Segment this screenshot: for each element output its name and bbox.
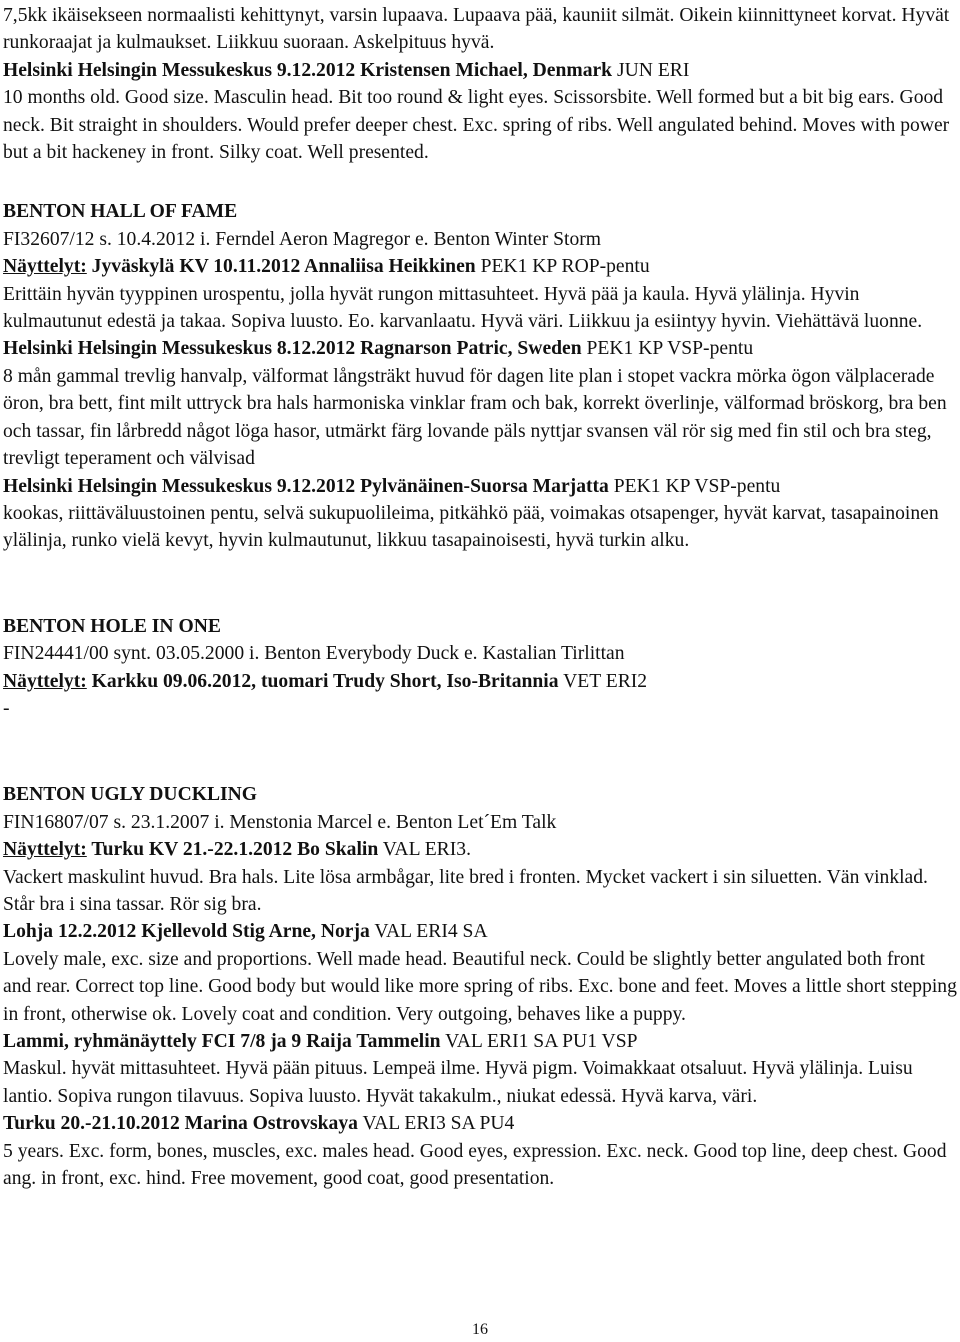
show-result: VAL ERI3 SA PU4 <box>357 1113 515 1135</box>
show-result: VAL ERI1 SA PU1 VSP <box>440 1031 638 1052</box>
show-result: VAL ERI4 SA <box>369 921 488 943</box>
dog-registration: FIN24441/00 synt. 03.05.2000 i. Benton Everybody Duck e. Kastalian Tirlittan <box>3 643 625 665</box>
show-line <box>3 335 957 362</box>
dog-name: BENTON HOLE IN ONE <box>3 615 221 637</box>
show-venue-judge: Jyväskylä KV 10.11.2012 Annaliisa Heikkinen <box>86 256 476 278</box>
spacer <box>3 555 957 613</box>
dog-registration: FI32607/12 s. 10.4.2012 i. Ferndel Aeron Magregor e. Benton Winter Storm <box>3 228 602 250</box>
show-critique: Erittäin hyvän tyyppinen urospentu, jolla hyvät rungon mittasuhteet. Hyvä pää ja kaula. Hyvä ylälinja. Hyvin kulmautunut edestä ja takaa. Sopiva luusto. Eo. karvanlaatu. Hyvä väri. Liikkuu ja esiintyy hyvin. Viehättävä luonne. <box>3 283 923 333</box>
show-line <box>3 253 957 280</box>
show-result: PEK1 KP VSP-pentu <box>581 338 754 360</box>
show-venue-judge: Turku KV 21.-22.1.2012 Bo Skalin <box>86 839 379 861</box>
spacer <box>3 722 957 781</box>
show-line <box>3 918 957 945</box>
show-critique: 5 years. Exc. form, bones, muscles, exc. males head. Good eyes, expression. Exc. neck. Good top line, deep chest. Good ang. in front, exc. hind. Free movement, good coat, good presentation. <box>3 1140 947 1190</box>
spacer <box>3 166 957 198</box>
show-line <box>3 57 957 84</box>
show-result: VET ERI2 <box>558 670 648 692</box>
shows-label: Näyttelyt: <box>3 670 87 692</box>
show-critique: 10 months old. Good size. Masculin head. Bit too round & light eyes. Scissorsbite. Well formed but a bit big ears. Good neck. Bit straight in shoulders. Would prefer deeper chest. Exc. spring of ribs. Well angulated behind. Moves with power but a bit hackeney in front. Silky coat. Well presented. <box>3 87 950 164</box>
show-critique: Maskul. hyvät mittasuhteet. Hyvä pään pituus. Lempeä ilme. Hyvä pigm. Voimakkaat otsaluut. Hyvä ylälinja. Luisu lantio. Sopiva rungon tilavuus. Sopiva luusto. Hyvät takakulm., niukat edessä. Hyvä karva, väri. <box>3 1058 913 1107</box>
show-venue-judge: Lohja 12.2.2012 Kjellevold Stig Arne, Norja <box>3 921 370 943</box>
shows-label: Näyttelyt: <box>3 256 87 278</box>
show-critique: 8 mån gammal trevlig hanvalp, välformat långsträkt huvud för dagen lite plan i stopet vackra mörka ögon välplacerade öron, bra bett, fint milt uttryck bra hals harmoniska vinklar fram och bak, korrekt överlinje, välformad bröskorg, bra ben och tassar, fin lårbredd något löga hasor, utmärkt färg lovande päls nyttjar svansen väl rör sig med fin stil och bra steg, trevligt teperament och välvisad <box>3 365 947 470</box>
show-venue-judge: Helsinki Helsingin Messukeskus 8.12.2012 Ragnarson Patric, Sweden <box>3 338 582 360</box>
show-line <box>3 1110 957 1137</box>
show-line <box>3 1028 957 1055</box>
show-venue-judge: Lammi, ryhmänäyttely FCI 7/8 ja 9 Raija Tammelin <box>3 1031 441 1052</box>
show-result: VAL ERI3. <box>378 839 471 861</box>
page-number: 16 <box>472 1321 488 1338</box>
show-venue-judge: Helsinki Helsingin Messukeskus 9.12.2012 Kristensen Michael, Denmark <box>3 59 613 81</box>
show-critique: kookas, riittäväluustoinen pentu, selvä sukupuolileima, pitkähkö pää, voimakas otsapenger, hyvät karvat, tasapainoinen ylälinja, runko vielä kevyt, hyvin kulmautunut, likkuu tasapainoisesti, hyvä turkin alku. <box>3 502 939 552</box>
dog-registration: FIN16807/07 s. 23.1.2007 i. Menstonia Marcel e. Benton Let´Em Talk <box>3 811 557 833</box>
show-venue-judge: Karkku 09.06.2012, tuomari Trudy Short, Iso-Britannia <box>86 670 559 692</box>
show-result: PEK1 KP VSP-pentu <box>608 475 781 497</box>
shows-label: Näyttelyt: <box>3 839 87 861</box>
show-result: JUN ERI <box>612 59 690 81</box>
dog-name: BENTON UGLY DUCKLING <box>3 784 258 806</box>
show-critique: - <box>3 697 10 719</box>
show-critique: Lovely male, exc. size and proportions. Well made head. Beautiful neck. Could be slightly better angulated both front and rear. Correct top line. Good body but would like more spring of ribs. Exc. bone and feet. Moves a little short stepping in front, otherwise ok. Lovely coat and condition. Very outgoing, behaves like a puppy. <box>3 948 957 1025</box>
document-body <box>3 2 957 1192</box>
show-line <box>3 473 957 500</box>
show-line <box>3 836 957 863</box>
show-result: PEK1 KP ROP-pentu <box>475 256 650 278</box>
intro-critique-finnish: 7,5kk ikäisekseen normaalisti kehittynyt, varsin lupaava. Lupaava pää, kauniit silmät. Oikein kiinnittyneet korvat. Hyvät runkoraajat ja kulmaukset. Liikkuu suoraan. Askelpituus hyvä. <box>3 5 950 54</box>
show-venue-judge: Turku 20.-21.10.2012 Marina Ostrovskaya <box>3 1113 358 1135</box>
dog-name: BENTON HALL OF FAME <box>3 201 238 223</box>
show-line <box>3 668 957 695</box>
show-critique: Vackert maskulint huvud. Bra hals. Lite lösa armbågar, lite bred i fronten. Mycket vackert i sin siluetten. Vän vinklad. Står bra i sina tassar. Rör sig bra. <box>3 866 928 915</box>
show-venue-judge: Helsinki Helsingin Messukeskus 9.12.2012 Pylvänäinen-Suorsa Marjatta <box>3 475 609 497</box>
